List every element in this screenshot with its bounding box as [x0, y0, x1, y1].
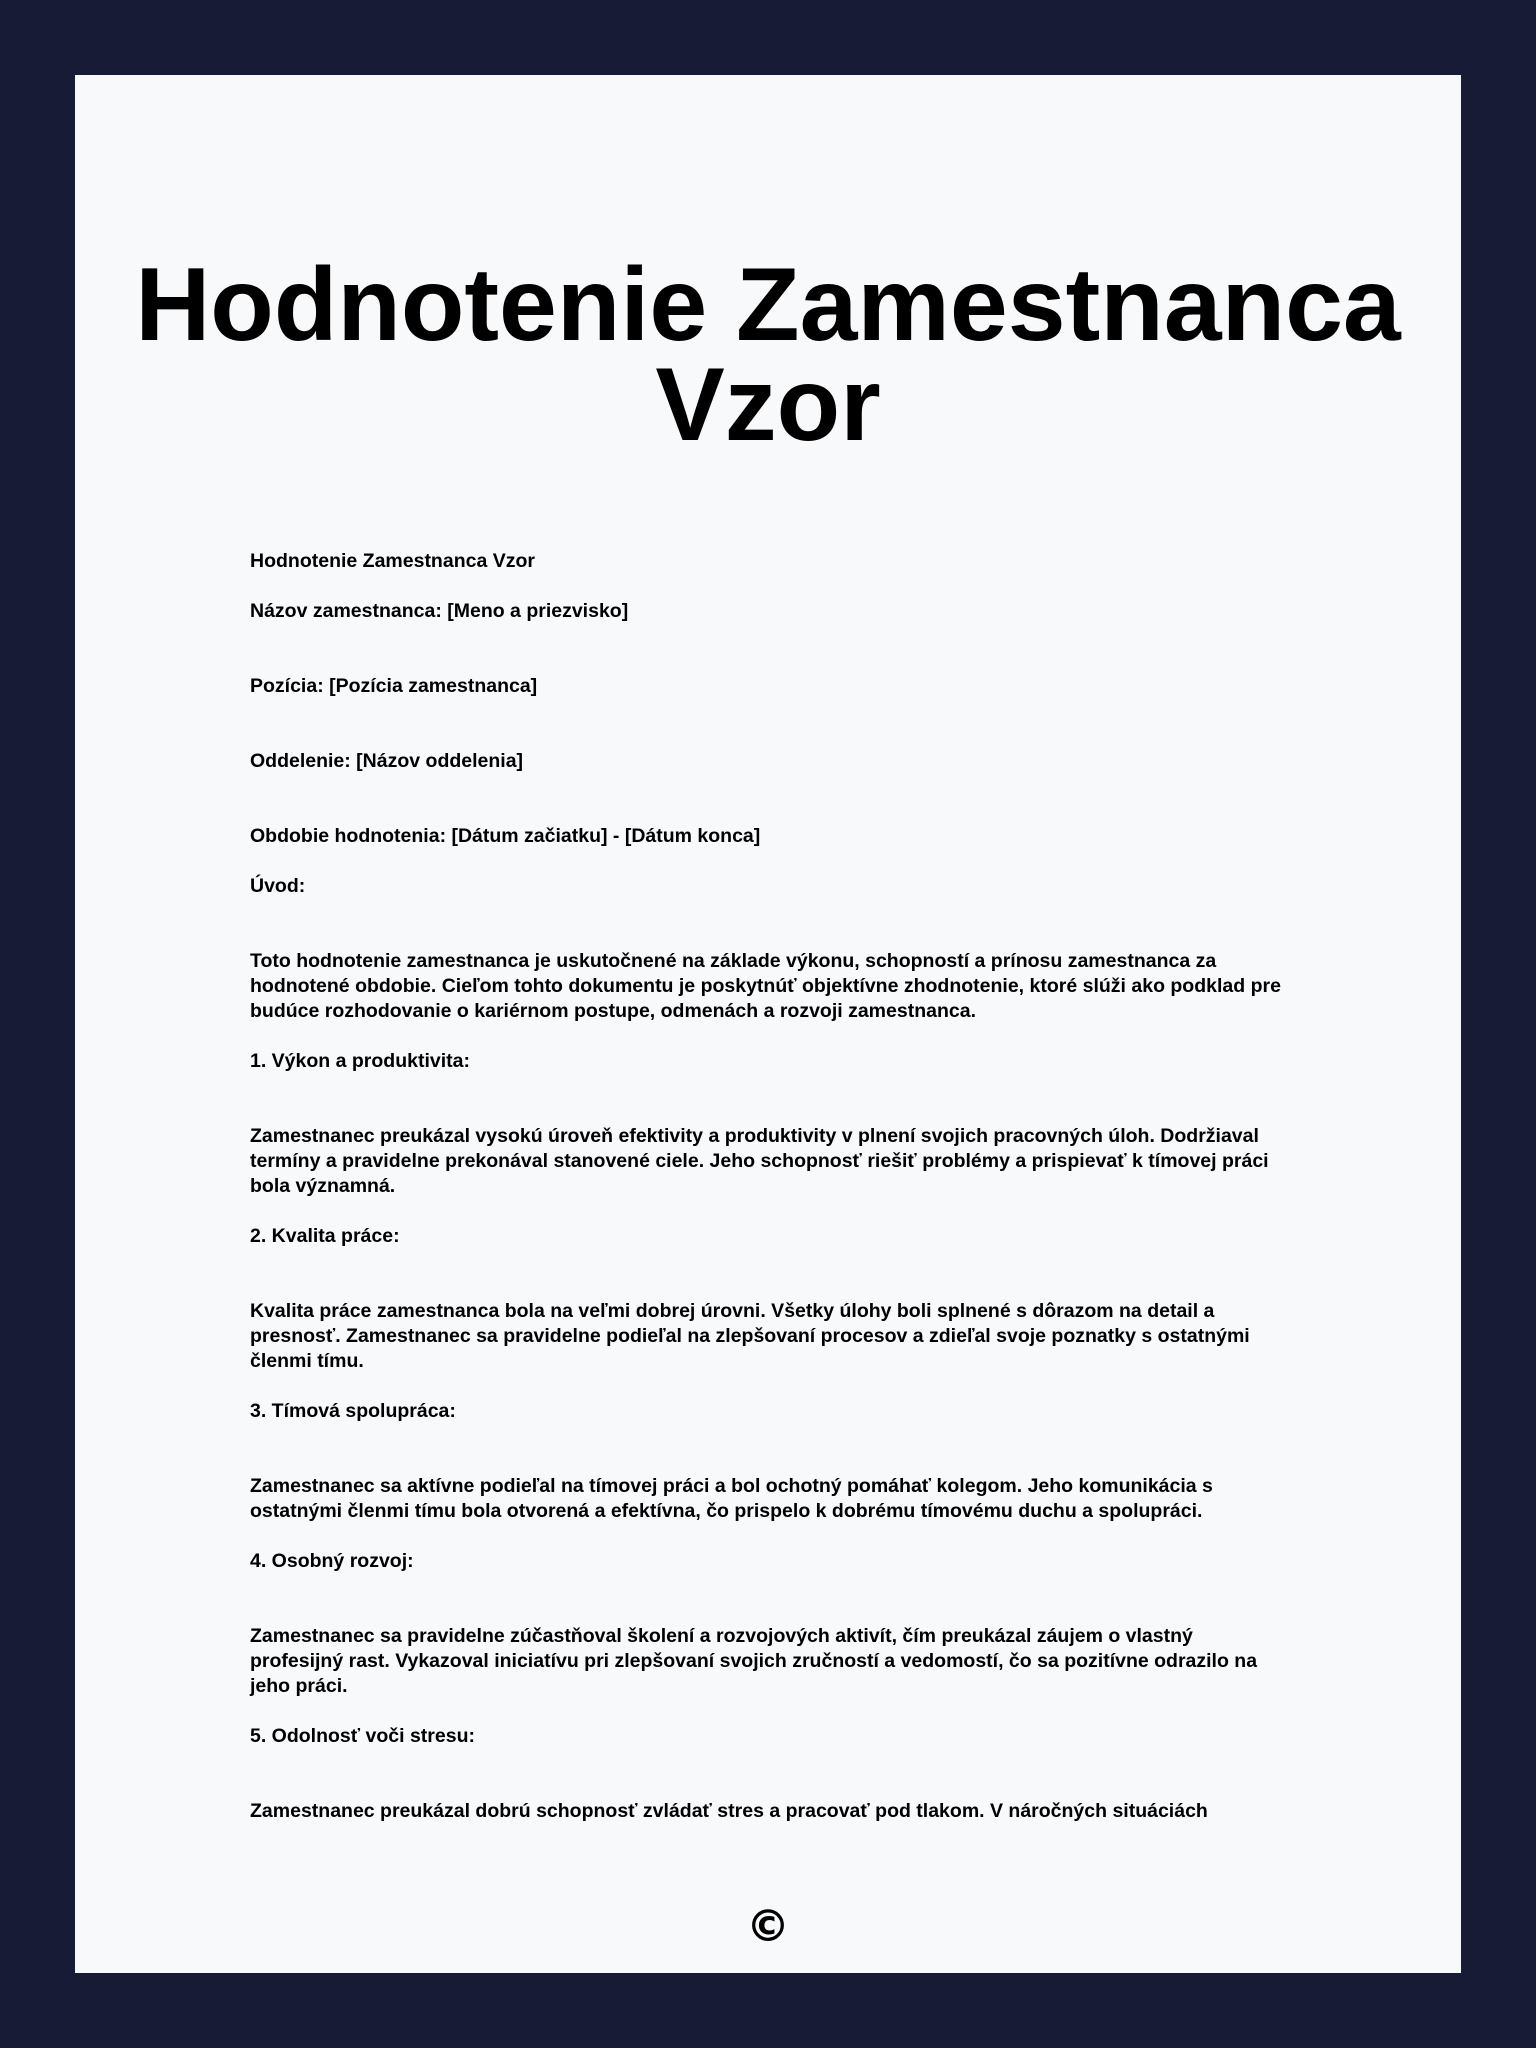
- copyright-icon: ©: [746, 1901, 790, 1952]
- section-heading: 5. Odolnosť voči stresu:: [250, 1725, 475, 1747]
- document-heading: Hodnotenie Zamestnanca Vzor: [250, 550, 535, 572]
- intro-text: Toto hodnotenie zamestnanca je uskutočnené na základe výkonu, schopností a prínosu zamestnanca za hodnotené obdobie. Cieľom tohto dokumentu je poskytnúť objektívne zhodnotenie, ktoré slúži ako podklad pre budúce rozhodovanie o kariérnom postupe, odmenách a rozvoji zamestnanca.: [250, 950, 1281, 1022]
- section-heading: 2. Kvalita práce:: [250, 1225, 400, 1247]
- section-text: Zamestnanec sa aktívne podieľal na tímovej práci a bol ochotný pomáhať kolegom. Jeho komunikácia s ostatnými členmi tímu bola otvorená a efektívna, čo prispelo k dobrému tímovému duchu a spolupráci.: [250, 1475, 1213, 1522]
- document-body: [250, 549, 1290, 1824]
- section-heading: 4. Osobný rozvoj:: [250, 1550, 414, 1572]
- document-title: Hodnotenie Zamestnanca Vzor: [135, 247, 1401, 463]
- section-text: Kvalita práce zamestnanca bola na veľmi dobrej úrovni. Všetky úlohy boli splnené s dôrazom na detail a presnosť. Zamestnanec sa pravidelne podieľal na zlepšovaní procesov a zdieľal svoje poznatky s ostatnými členmi tímu.: [250, 1300, 1250, 1372]
- document-page: [75, 75, 1461, 1973]
- employee-name-line: Názov zamestnanca: [Meno a priezvisko]: [250, 600, 629, 622]
- section-text: Zamestnanec preukázal dobrú schopnosť zvládať stres a pracovať pod tlakom. V náročných situáciách: [250, 1800, 1208, 1822]
- intro-label: Úvod:: [250, 875, 306, 897]
- section-heading: 3. Tímová spolupráca:: [250, 1400, 456, 1422]
- section-text: Zamestnanec sa pravidelne zúčastňoval školení a rozvojových aktivít, čím preukázal záujem o vlastný profesijný rast. Vykazoval iniciatívu pri zlepšovaní svojich zručností a vedomostí, čo sa pozitívne odrazilo na jeho práci.: [250, 1625, 1258, 1697]
- section-heading: 1. Výkon a produktivita:: [250, 1050, 470, 1072]
- period-line: Obdobie hodnotenia: [Dátum začiatku] - [Dátum konca]: [250, 825, 761, 847]
- section-text: Zamestnanec preukázal vysokú úroveň efektivity a produktivity v plnení svojich pracovných úloh. Dodržiaval termíny a pravidelne prekonával stanovené ciele. Jeho schopnosť riešiť problémy a prispievať k tímovej práci bola významná.: [250, 1125, 1269, 1197]
- position-line: Pozícia: [Pozícia zamestnanca]: [250, 675, 538, 697]
- department-line: Oddelenie: [Názov oddelenia]: [250, 750, 524, 772]
